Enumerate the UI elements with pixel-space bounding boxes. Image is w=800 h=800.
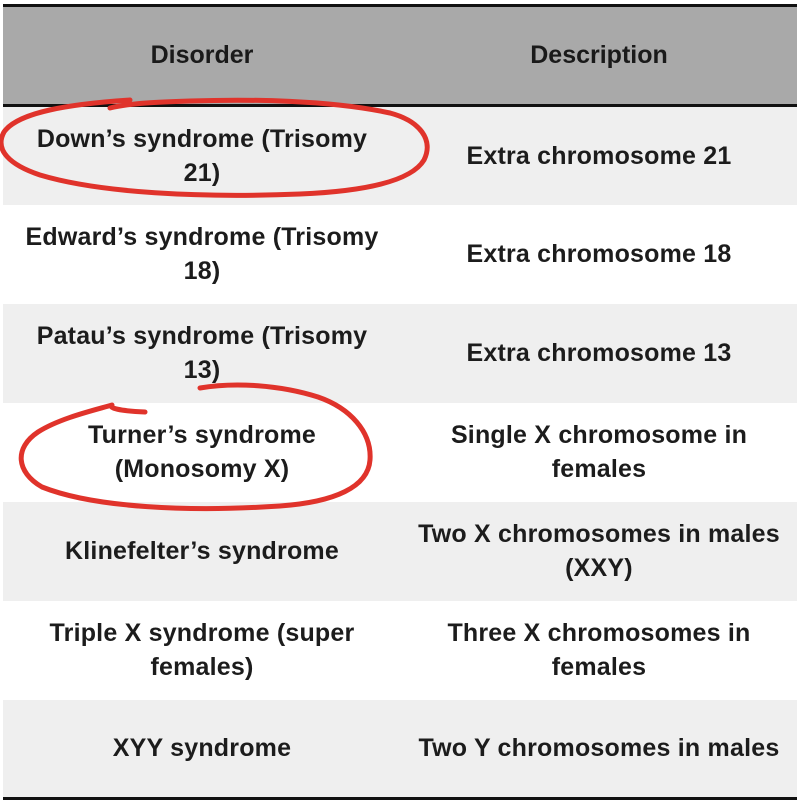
table-body: [3, 106, 797, 799]
description-cell: Single X chromosome in females: [450, 421, 748, 483]
header-disorder: Disorder: [3, 6, 401, 106]
description-cell: Three X chromosomes in females: [447, 619, 751, 681]
description-cell: Two X chromosomes in males (XXY): [418, 520, 780, 582]
disorder-cell: Klinefelter’s syndrome: [65, 537, 339, 565]
disorders-table: [3, 4, 797, 800]
disorder-cell: XYY syndrome: [3, 700, 401, 799]
disorder-cell: Triple X syndrome (super females): [49, 619, 355, 681]
table-row: [3, 106, 797, 205]
disorder-cell: Patau’s syndrome (Trisomy 13): [36, 322, 368, 384]
table-row: [3, 601, 797, 700]
table-row: [3, 700, 797, 799]
description-cell: Two Y chromosomes in males: [401, 700, 797, 799]
description-cell: Extra chromosome 18: [466, 240, 732, 268]
table-row: [3, 502, 797, 601]
table-row: [3, 205, 797, 304]
disorder-cell: Turner’s syndrome (Monosomy X): [88, 421, 316, 483]
header-row: [3, 6, 797, 106]
description-cell: Extra chromosome 21: [466, 141, 732, 170]
table-row: [3, 304, 797, 403]
table-header: [3, 6, 797, 106]
table-row: [3, 403, 797, 502]
header-description: Description: [401, 6, 797, 106]
disorder-cell: Edward’s syndrome (Trisomy 18): [25, 223, 379, 285]
disorder-cell: Down’s syndrome (Trisomy 21): [36, 124, 368, 187]
disorders-table-container: [3, 4, 797, 798]
description-cell: Extra chromosome 13: [466, 339, 732, 367]
